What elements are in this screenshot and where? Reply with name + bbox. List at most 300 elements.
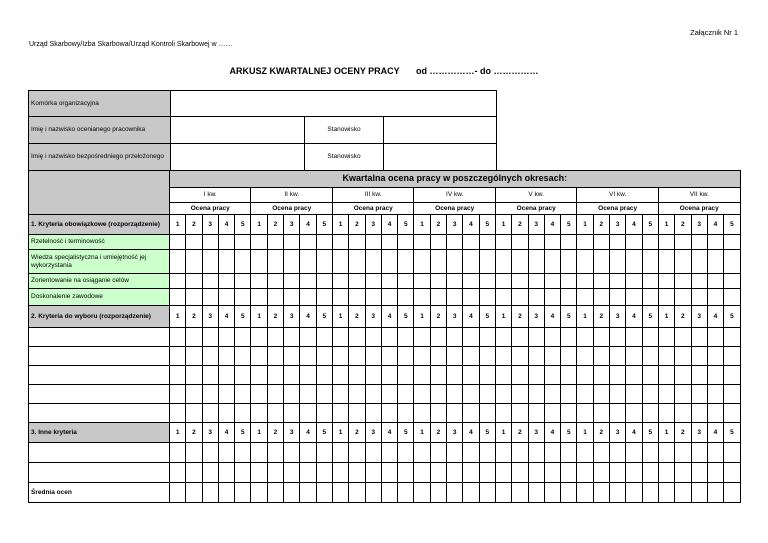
score-cell[interactable]: [642, 443, 658, 463]
score-cell[interactable]: [610, 328, 626, 347]
score-cell[interactable]: [235, 404, 251, 423]
score-cell[interactable]: [332, 274, 348, 289]
score-cell[interactable]: [218, 385, 234, 404]
score-cell[interactable]: [724, 483, 741, 503]
score-cell[interactable]: [463, 366, 479, 385]
score-cell[interactable]: [610, 385, 626, 404]
score-cell[interactable]: [202, 443, 218, 463]
score-cell[interactable]: [512, 404, 528, 423]
score-cell[interactable]: [414, 483, 430, 503]
score-cell[interactable]: [544, 443, 560, 463]
score-cell[interactable]: [626, 328, 642, 347]
score-cell[interactable]: [349, 404, 365, 423]
score-cell[interactable]: [170, 235, 186, 250]
score-cell[interactable]: [316, 274, 332, 289]
score-cell[interactable]: [218, 328, 234, 347]
score-cell[interactable]: [267, 366, 283, 385]
score-cell[interactable]: [626, 366, 642, 385]
score-cell[interactable]: [284, 463, 300, 483]
score-cell[interactable]: [642, 463, 658, 483]
score-cell[interactable]: [251, 347, 267, 366]
score-cell[interactable]: [300, 274, 316, 289]
score-cell[interactable]: [186, 404, 202, 423]
score-cell[interactable]: [707, 483, 723, 503]
score-cell[interactable]: [463, 443, 479, 463]
score-cell[interactable]: [235, 235, 251, 250]
score-cell[interactable]: [414, 463, 430, 483]
score-cell[interactable]: [691, 404, 707, 423]
score-cell[interactable]: [398, 289, 414, 306]
score-cell[interactable]: [202, 404, 218, 423]
score-cell[interactable]: [447, 250, 463, 274]
score-cell[interactable]: [381, 404, 397, 423]
score-cell[interactable]: [561, 463, 577, 483]
score-cell[interactable]: [707, 366, 723, 385]
score-cell[interactable]: [512, 274, 528, 289]
score-cell[interactable]: [675, 463, 691, 483]
score-cell[interactable]: [218, 347, 234, 366]
score-cell[interactable]: [316, 366, 332, 385]
score-cell[interactable]: [447, 443, 463, 463]
score-cell[interactable]: [251, 250, 267, 274]
score-cell[interactable]: [218, 366, 234, 385]
score-cell[interactable]: [479, 235, 495, 250]
score-cell[interactable]: [332, 289, 348, 306]
score-cell[interactable]: [577, 463, 593, 483]
score-cell[interactable]: [430, 347, 446, 366]
score-cell[interactable]: [349, 250, 365, 274]
score-cell[interactable]: [430, 483, 446, 503]
score-cell[interactable]: [691, 483, 707, 503]
score-cell[interactable]: [707, 235, 723, 250]
score-cell[interactable]: [300, 385, 316, 404]
score-cell[interactable]: [186, 328, 202, 347]
score-cell[interactable]: [707, 385, 723, 404]
score-cell[interactable]: [202, 483, 218, 503]
score-cell[interactable]: [235, 366, 251, 385]
score-cell[interactable]: [186, 274, 202, 289]
score-cell[interactable]: [170, 385, 186, 404]
score-cell[interactable]: [235, 443, 251, 463]
score-cell[interactable]: [577, 347, 593, 366]
unit-field[interactable]: [171, 91, 497, 117]
score-cell[interactable]: [251, 443, 267, 463]
score-cell[interactable]: [300, 347, 316, 366]
score-cell[interactable]: [365, 235, 381, 250]
score-cell[interactable]: [267, 443, 283, 463]
score-cell[interactable]: [218, 463, 234, 483]
score-cell[interactable]: [186, 366, 202, 385]
score-cell[interactable]: [610, 274, 626, 289]
score-cell[interactable]: [675, 385, 691, 404]
score-cell[interactable]: [284, 404, 300, 423]
score-cell[interactable]: [691, 289, 707, 306]
score-cell[interactable]: [316, 347, 332, 366]
score-cell[interactable]: [528, 235, 544, 250]
score-cell[interactable]: [218, 250, 234, 274]
score-cell[interactable]: [398, 328, 414, 347]
score-cell[interactable]: [658, 463, 674, 483]
score-cell[interactable]: [658, 385, 674, 404]
score-cell[interactable]: [528, 274, 544, 289]
score-cell[interactable]: [186, 250, 202, 274]
score-cell[interactable]: [577, 289, 593, 306]
score-cell[interactable]: [381, 347, 397, 366]
score-cell[interactable]: [235, 385, 251, 404]
score-cell[interactable]: [642, 289, 658, 306]
score-cell[interactable]: [544, 289, 560, 306]
score-cell[interactable]: [381, 235, 397, 250]
score-cell[interactable]: [332, 483, 348, 503]
score-cell[interactable]: [251, 235, 267, 250]
score-cell[interactable]: [707, 250, 723, 274]
score-cell[interactable]: [707, 274, 723, 289]
score-cell[interactable]: [658, 250, 674, 274]
score-cell[interactable]: [561, 328, 577, 347]
score-cell[interactable]: [430, 289, 446, 306]
score-cell[interactable]: [202, 385, 218, 404]
score-cell[interactable]: [332, 250, 348, 274]
score-cell[interactable]: [479, 328, 495, 347]
score-cell[interactable]: [544, 328, 560, 347]
score-cell[interactable]: [463, 274, 479, 289]
score-cell[interactable]: [626, 463, 642, 483]
score-cell[interactable]: [349, 274, 365, 289]
score-cell[interactable]: [202, 347, 218, 366]
score-cell[interactable]: [479, 385, 495, 404]
score-cell[interactable]: [707, 328, 723, 347]
score-cell[interactable]: [447, 347, 463, 366]
score-cell[interactable]: [430, 328, 446, 347]
score-cell[interactable]: [202, 250, 218, 274]
score-cell[interactable]: [675, 328, 691, 347]
score-cell[interactable]: [561, 274, 577, 289]
score-cell[interactable]: [544, 483, 560, 503]
score-cell[interactable]: [707, 463, 723, 483]
score-cell[interactable]: [479, 250, 495, 274]
score-cell[interactable]: [707, 347, 723, 366]
score-cell[interactable]: [642, 483, 658, 503]
score-cell[interactable]: [675, 366, 691, 385]
score-cell[interactable]: [495, 274, 511, 289]
score-cell[interactable]: [528, 366, 544, 385]
score-cell[interactable]: [202, 274, 218, 289]
score-cell[interactable]: [218, 274, 234, 289]
score-cell[interactable]: [186, 483, 202, 503]
score-cell[interactable]: [724, 274, 741, 289]
score-cell[interactable]: [381, 250, 397, 274]
score-cell[interactable]: [235, 483, 251, 503]
score-cell[interactable]: [316, 328, 332, 347]
score-cell[interactable]: [561, 443, 577, 463]
score-cell[interactable]: [398, 404, 414, 423]
score-cell[interactable]: [724, 385, 741, 404]
score-cell[interactable]: [447, 366, 463, 385]
score-cell[interactable]: [267, 463, 283, 483]
score-cell[interactable]: [447, 483, 463, 503]
score-cell[interactable]: [284, 385, 300, 404]
score-cell[interactable]: [398, 463, 414, 483]
score-cell[interactable]: [626, 274, 642, 289]
score-cell[interactable]: [349, 347, 365, 366]
score-cell[interactable]: [528, 463, 544, 483]
score-cell[interactable]: [414, 328, 430, 347]
score-cell[interactable]: [381, 443, 397, 463]
score-cell[interactable]: [512, 289, 528, 306]
score-cell[interactable]: [495, 289, 511, 306]
score-cell[interactable]: [316, 235, 332, 250]
score-cell[interactable]: [170, 404, 186, 423]
score-cell[interactable]: [316, 463, 332, 483]
score-cell[interactable]: [365, 483, 381, 503]
score-cell[interactable]: [691, 347, 707, 366]
score-cell[interactable]: [561, 366, 577, 385]
score-cell[interactable]: [447, 274, 463, 289]
score-cell[interactable]: [626, 250, 642, 274]
score-cell[interactable]: [512, 463, 528, 483]
score-cell[interactable]: [495, 385, 511, 404]
employee-position-field[interactable]: [384, 117, 497, 144]
score-cell[interactable]: [658, 274, 674, 289]
score-cell[interactable]: [707, 289, 723, 306]
score-cell[interactable]: [284, 235, 300, 250]
score-cell[interactable]: [332, 347, 348, 366]
score-cell[interactable]: [365, 404, 381, 423]
score-cell[interactable]: [528, 250, 544, 274]
score-cell[interactable]: [398, 385, 414, 404]
score-cell[interactable]: [626, 289, 642, 306]
score-cell[interactable]: [626, 235, 642, 250]
score-cell[interactable]: [610, 235, 626, 250]
score-cell[interactable]: [593, 328, 609, 347]
score-cell[interactable]: [332, 366, 348, 385]
score-cell[interactable]: [235, 289, 251, 306]
score-cell[interactable]: [300, 366, 316, 385]
score-cell[interactable]: [593, 463, 609, 483]
score-cell[interactable]: [642, 250, 658, 274]
score-cell[interactable]: [284, 443, 300, 463]
score-cell[interactable]: [284, 366, 300, 385]
score-cell[interactable]: [463, 404, 479, 423]
score-cell[interactable]: [675, 250, 691, 274]
score-cell[interactable]: [398, 483, 414, 503]
score-cell[interactable]: [316, 443, 332, 463]
score-cell[interactable]: [675, 347, 691, 366]
score-cell[interactable]: [447, 289, 463, 306]
score-cell[interactable]: [610, 347, 626, 366]
score-cell[interactable]: [300, 483, 316, 503]
score-cell[interactable]: [202, 235, 218, 250]
score-cell[interactable]: [332, 404, 348, 423]
score-cell[interactable]: [447, 235, 463, 250]
score-cell[interactable]: [593, 385, 609, 404]
score-cell[interactable]: [267, 483, 283, 503]
score-cell[interactable]: [251, 483, 267, 503]
score-cell[interactable]: [593, 289, 609, 306]
score-cell[interactable]: [447, 463, 463, 483]
score-cell[interactable]: [691, 235, 707, 250]
score-cell[interactable]: [349, 366, 365, 385]
score-cell[interactable]: [691, 274, 707, 289]
score-cell[interactable]: [463, 235, 479, 250]
score-cell[interactable]: [658, 235, 674, 250]
score-cell[interactable]: [495, 328, 511, 347]
score-cell[interactable]: [365, 443, 381, 463]
score-cell[interactable]: [170, 289, 186, 306]
score-cell[interactable]: [398, 250, 414, 274]
score-cell[interactable]: [463, 463, 479, 483]
score-cell[interactable]: [463, 328, 479, 347]
score-cell[interactable]: [365, 328, 381, 347]
score-cell[interactable]: [235, 463, 251, 483]
score-cell[interactable]: [724, 366, 741, 385]
score-cell[interactable]: [414, 366, 430, 385]
score-cell[interactable]: [235, 250, 251, 274]
score-cell[interactable]: [528, 483, 544, 503]
score-cell[interactable]: [235, 274, 251, 289]
score-cell[interactable]: [430, 235, 446, 250]
score-cell[interactable]: [316, 385, 332, 404]
score-cell[interactable]: [202, 289, 218, 306]
score-cell[interactable]: [267, 274, 283, 289]
score-cell[interactable]: [381, 483, 397, 503]
score-cell[interactable]: [235, 328, 251, 347]
score-cell[interactable]: [658, 443, 674, 463]
score-cell[interactable]: [512, 328, 528, 347]
score-cell[interactable]: [186, 235, 202, 250]
score-cell[interactable]: [561, 250, 577, 274]
score-cell[interactable]: [495, 366, 511, 385]
score-cell[interactable]: [316, 250, 332, 274]
score-cell[interactable]: [170, 274, 186, 289]
score-cell[interactable]: [544, 235, 560, 250]
score-cell[interactable]: [381, 289, 397, 306]
score-cell[interactable]: [495, 347, 511, 366]
score-cell[interactable]: [724, 463, 741, 483]
score-cell[interactable]: [675, 289, 691, 306]
score-cell[interactable]: [610, 443, 626, 463]
score-cell[interactable]: [707, 443, 723, 463]
score-cell[interactable]: [610, 289, 626, 306]
score-cell[interactable]: [479, 366, 495, 385]
score-cell[interactable]: [170, 443, 186, 463]
score-cell[interactable]: [430, 404, 446, 423]
score-cell[interactable]: [528, 404, 544, 423]
score-cell[interactable]: [691, 328, 707, 347]
score-cell[interactable]: [544, 347, 560, 366]
score-cell[interactable]: [398, 235, 414, 250]
score-cell[interactable]: [544, 274, 560, 289]
score-cell[interactable]: [365, 366, 381, 385]
score-cell[interactable]: [365, 250, 381, 274]
score-cell[interactable]: [251, 274, 267, 289]
score-cell[interactable]: [724, 250, 741, 274]
score-cell[interactable]: [186, 347, 202, 366]
score-cell[interactable]: [202, 328, 218, 347]
score-cell[interactable]: [398, 366, 414, 385]
score-cell[interactable]: [447, 404, 463, 423]
score-cell[interactable]: [349, 385, 365, 404]
score-cell[interactable]: [332, 328, 348, 347]
score-cell[interactable]: [284, 274, 300, 289]
score-cell[interactable]: [300, 328, 316, 347]
score-cell[interactable]: [332, 463, 348, 483]
score-cell[interactable]: [267, 250, 283, 274]
score-cell[interactable]: [349, 328, 365, 347]
score-cell[interactable]: [691, 385, 707, 404]
score-cell[interactable]: [381, 463, 397, 483]
score-cell[interactable]: [658, 483, 674, 503]
score-cell[interactable]: [626, 483, 642, 503]
score-cell[interactable]: [218, 235, 234, 250]
score-cell[interactable]: [512, 385, 528, 404]
score-cell[interactable]: [495, 463, 511, 483]
score-cell[interactable]: [267, 235, 283, 250]
score-cell[interactable]: [284, 483, 300, 503]
score-cell[interactable]: [610, 483, 626, 503]
score-cell[interactable]: [284, 250, 300, 274]
score-cell[interactable]: [414, 385, 430, 404]
score-cell[interactable]: [170, 328, 186, 347]
score-cell[interactable]: [593, 443, 609, 463]
score-cell[interactable]: [365, 385, 381, 404]
score-cell[interactable]: [577, 385, 593, 404]
score-cell[interactable]: [414, 274, 430, 289]
score-cell[interactable]: [316, 289, 332, 306]
score-cell[interactable]: [414, 235, 430, 250]
score-cell[interactable]: [251, 463, 267, 483]
supervisor-position-field[interactable]: [384, 144, 497, 171]
score-cell[interactable]: [235, 347, 251, 366]
score-cell[interactable]: [251, 366, 267, 385]
score-cell[interactable]: [170, 347, 186, 366]
score-cell[interactable]: [642, 366, 658, 385]
score-cell[interactable]: [316, 483, 332, 503]
score-cell[interactable]: [658, 289, 674, 306]
score-cell[interactable]: [561, 385, 577, 404]
score-cell[interactable]: [430, 274, 446, 289]
score-cell[interactable]: [642, 404, 658, 423]
score-cell[interactable]: [675, 443, 691, 463]
score-cell[interactable]: [170, 250, 186, 274]
score-cell[interactable]: [577, 404, 593, 423]
score-cell[interactable]: [561, 483, 577, 503]
score-cell[interactable]: [495, 443, 511, 463]
score-cell[interactable]: [610, 250, 626, 274]
score-cell[interactable]: [675, 274, 691, 289]
score-cell[interactable]: [593, 274, 609, 289]
score-cell[interactable]: [463, 347, 479, 366]
score-cell[interactable]: [577, 328, 593, 347]
score-cell[interactable]: [544, 385, 560, 404]
score-cell[interactable]: [267, 347, 283, 366]
score-cell[interactable]: [593, 347, 609, 366]
score-cell[interactable]: [479, 347, 495, 366]
score-cell[interactable]: [414, 347, 430, 366]
score-cell[interactable]: [724, 235, 741, 250]
score-cell[interactable]: [479, 483, 495, 503]
score-cell[interactable]: [479, 289, 495, 306]
score-cell[interactable]: [626, 443, 642, 463]
score-cell[interactable]: [512, 235, 528, 250]
score-cell[interactable]: [561, 404, 577, 423]
score-cell[interactable]: [463, 250, 479, 274]
score-cell[interactable]: [202, 463, 218, 483]
score-cell[interactable]: [447, 385, 463, 404]
score-cell[interactable]: [528, 385, 544, 404]
score-cell[interactable]: [512, 366, 528, 385]
score-cell[interactable]: [626, 347, 642, 366]
